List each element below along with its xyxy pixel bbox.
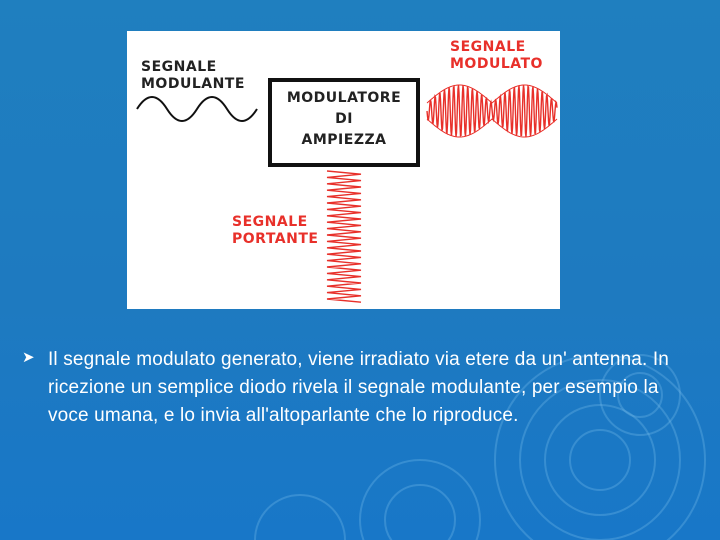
modulator-box	[268, 78, 420, 167]
arrowhead-bullet-icon: ➤	[22, 349, 35, 366]
am-modulation-diagram	[127, 31, 560, 309]
carrier-signal-wave	[327, 171, 361, 302]
carrier-signal-label: SEGNALE PORTANTE	[232, 214, 319, 247]
modulated-signal-label: SEGNALE MODULATO	[450, 39, 543, 72]
bullet-text: Il segnale modulato generato, viene irradiato via etere da un' antenna. In ricezione un semplice diodo rivela il segnale modulante, per esempio la voce umana, e lo invia all'altoparlante che lo riproduce.	[48, 349, 670, 426]
modulator-label: MODULATORE DI AMPIEZZA	[286, 90, 402, 148]
modulating-signal-label: SEGNALE MODULANTE	[141, 59, 245, 92]
modulated-signal-wave	[427, 85, 557, 137]
modulating-signal-wave	[137, 97, 257, 121]
